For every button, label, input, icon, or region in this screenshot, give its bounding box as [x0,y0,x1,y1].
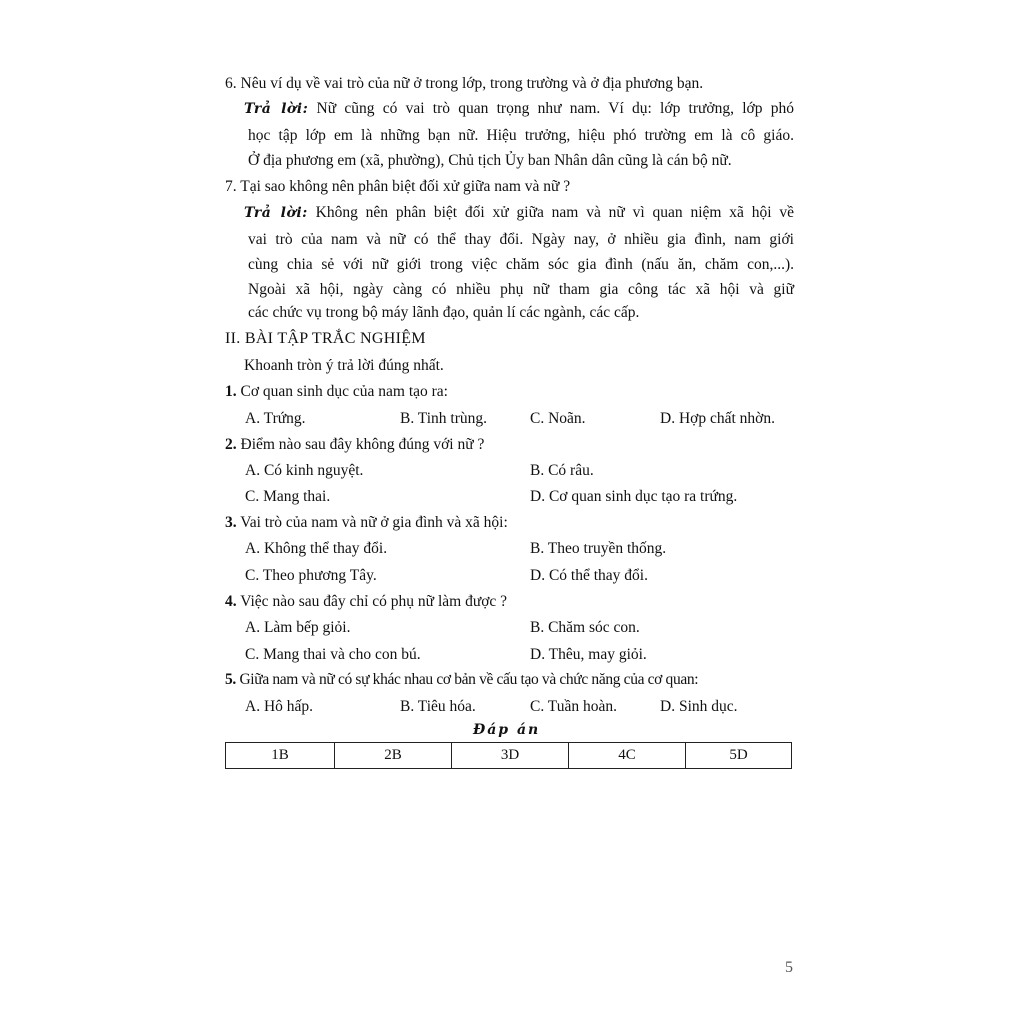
mc-text: Vai trò của nam và nữ ở gia đình và xã hội: [240,514,508,531]
mc4-option-c[interactable]: C. Mang thai và cho con bú. [245,646,421,663]
mc2-option-d[interactable]: D. Cơ quan sinh dục tạo ra trứng. [530,488,738,505]
answer-key-title: Đáp án [473,722,541,738]
mc5-option-a[interactable]: A. Hô hấp. [245,698,314,715]
answer-key-table [225,742,792,769]
q7-answer-line-2: vai trò của nam và nữ có thể thay đổi. Ngày nay, ở nhiều gia đình, nam giới [248,231,794,248]
q7-answer-line-4: Ngoài xã hội, ngày càng có nhiều phụ nữ tham gia công tác xã hội và giữ [248,281,794,298]
mc2-option-b[interactable]: B. Có râu. [530,462,594,479]
section-title: II. BÀI TẬP TRẮC NGHIỆM [225,330,426,347]
page-number: 5 [785,959,793,976]
answer-key-row [226,743,792,769]
q6-answer-line-2: học tập lớp em là những bạn nữ. Hiệu trưởng, hiệu phó trường em là cô giáo. [248,127,794,144]
mc3-option-d[interactable]: D. Có thể thay đổi. [530,567,648,584]
answer-cell-2: 2B [335,743,452,769]
q7-answer-text-1: Không nên phân biệt đối xử giữa nam và nữ vì quan niệm xã hội về [315,204,795,221]
mc-number: 2. [225,436,237,453]
mc-number: 1. [225,383,237,400]
mc1-option-d[interactable]: D. Hợp chất nhờn. [660,410,775,427]
answer-cell-5: 5D [686,743,792,769]
q7-answer-line-3: cùng chia sẻ với nữ giới trong việc chăm sóc gia đình (nấu ăn, chăm con,...). [248,256,794,273]
mc-question-4 [225,592,507,612]
mc4-option-a[interactable]: A. Làm bếp giỏi. [245,619,351,636]
mc2-option-c[interactable]: C. Mang thai. [245,488,331,505]
q7-answer-line-5: các chức vụ trong bộ máy lãnh đạo, quản lí các ngành, các cấp. [248,304,640,321]
mc1-option-c[interactable]: C. Noãn. [530,410,586,427]
mc2-option-a[interactable]: A. Có kinh nguyệt. [245,462,364,479]
mc-question-1 [225,382,448,402]
q7-question: 7. Tại sao không nên phân biệt đối xử giữa nam và nữ ? [225,178,571,195]
mc5-option-c[interactable]: C. Tuần hoàn. [530,698,617,715]
mc1-option-b[interactable]: B. Tinh trùng. [400,410,488,427]
section-instruction: Khoanh tròn ý trả lời đúng nhất. [244,357,444,374]
mc-text: Giữa nam và nữ có sự khác nhau cơ bản về cấu tạo và chức năng của cơ quan: [239,671,699,688]
answer-cell-4: 4C [569,743,686,769]
mc-question-2 [225,435,484,455]
mc-text: Việc nào sau đây chỉ có phụ nữ làm được ? [240,593,508,610]
mc1-option-a[interactable]: A. Trứng. [245,410,306,427]
q6-answer-line-3: Ở địa phương em (xã, phường), Chủ tịch Ủy ban Nhân dân cũng là cán bộ nữ. [248,152,732,169]
mc-question-3 [225,513,508,533]
answer-cell-1: 1B [226,743,335,769]
answer-cell-3: 3D [452,743,569,769]
q6-question: 6. Nêu ví dụ về vai trò của nữ ở trong lớp, trong trường và ở địa phương bạn. [225,75,704,92]
mc-number: 4. [225,593,237,610]
mc3-option-a[interactable]: A. Không thể thay đổi. [245,540,388,557]
mc-text: Điểm nào sau đây không đúng với nữ ? [240,436,485,453]
q6-answer-text-1: Nữ cũng có vai trò quan trọng như nam. Ví dụ: lớp trưởng, lớp phó [316,100,794,117]
q6-answer-line-1 [244,99,794,119]
mc4-option-b[interactable]: B. Chăm sóc con. [530,619,640,636]
mc-number: 3. [225,514,237,531]
mc3-option-b[interactable]: B. Theo truyền thống. [530,540,667,557]
mc5-option-d[interactable]: D. Sinh dục. [660,698,738,715]
mc-number: 5. [225,671,236,688]
q6-answer-label: Trả lời: [244,101,309,117]
q7-answer-line-1 [244,203,794,223]
mc3-option-c[interactable]: C. Theo phương Tây. [245,567,377,584]
q7-answer-label: Trả lời: [244,205,308,221]
mc-text: Cơ quan sinh dục của nam tạo ra: [240,383,448,400]
mc4-option-d[interactable]: D. Thêu, may giỏi. [530,646,647,663]
mc5-option-b[interactable]: B. Tiêu hóa. [400,698,476,715]
mc-question-5 [225,670,698,690]
